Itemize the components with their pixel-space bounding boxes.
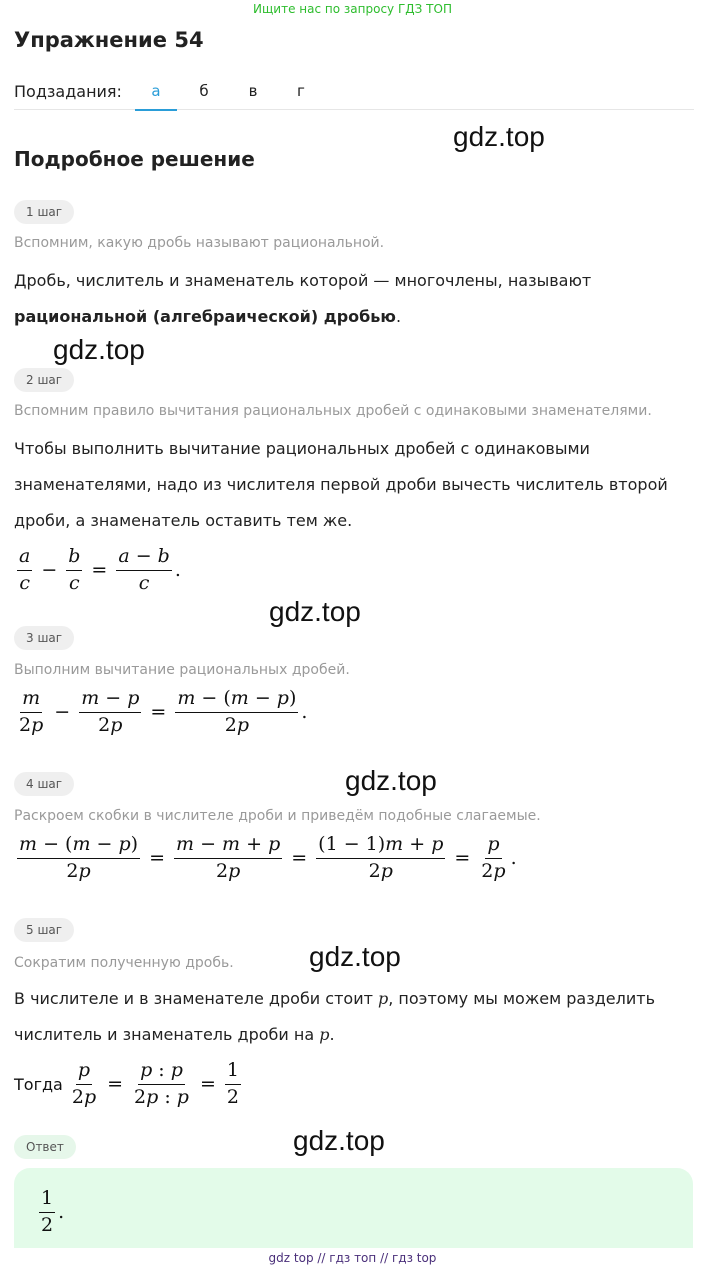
formula-step3: $\frac{m}{2p}$ − $\frac{m - p}{2p}$ = $\frac{m - (m - p)}{2p}$ . [19, 687, 308, 736]
step-text: дроби, а знаменатель оставить тем же. [14, 511, 353, 530]
step-badge: 1 шаг [14, 200, 74, 224]
formula-subtraction-rule: $\frac{a}{c}$ − $\frac{b}{c}$ = $\frac{a - b}{c}$ . [19, 545, 181, 594]
variable-p: p [319, 1025, 330, 1044]
watermark: gdz.top [293, 1125, 385, 1156]
subtasks-bar [14, 72, 694, 110]
answer-box [14, 1168, 693, 1248]
answer-badge: Ответ [14, 1135, 76, 1159]
subtask-tab-a[interactable]: а [135, 82, 177, 100]
text-part: числитель и знаменатель дроби на [14, 1025, 320, 1044]
period: . [395, 307, 402, 326]
step-text: Дробь, числитель и знаменатель которой — многочлены, называют [14, 271, 592, 290]
step-badge: 4 шаг [14, 772, 74, 796]
variable-p: p [378, 989, 389, 1008]
then-word: Тогда [14, 1074, 63, 1094]
step-hint: Вспомним правило вычитания рациональных дробей с одинаковыми знаменателями. [14, 403, 652, 419]
subtask-tab-v[interactable]: в [248, 82, 258, 100]
text-part: , поэтому мы можем разделить [388, 989, 655, 1008]
text-part: . [329, 1025, 335, 1044]
step-text: знаменателями, надо из числителя первой дроби вычесть числитель второй [14, 475, 668, 494]
definition-term: рациональной (алгебраической) дробью [14, 307, 396, 326]
subtask-tab-b[interactable]: б [199, 82, 209, 100]
watermark: gdz.top [453, 121, 545, 152]
step-hint: Сократим полученную дробь. [14, 955, 234, 971]
text-part: В числителе и в знаменателе дроби стоит [14, 989, 378, 1008]
watermark: gdz.top [53, 334, 145, 365]
step-hint: Раскроем скобки в числителе дроби и приведём подобные слагаемые. [14, 808, 541, 824]
formula-step5: Тогда $\frac{p}{2p}$ = $\frac{p : p}{2p : p}$ = $\frac{1}{2}$ [14, 1059, 239, 1108]
watermark: gdz.top [309, 941, 401, 972]
step-hint: Выполним вычитание рациональных дробей. [14, 662, 350, 678]
answer-formula: $\frac{1}{2}$ . [41, 1187, 65, 1236]
step-badge: 5 шаг [14, 918, 74, 942]
step-badge: 2 шаг [14, 368, 74, 392]
step-text [14, 307, 401, 326]
step-hint: Вспомним, какую дробь называют рациональной. [14, 235, 385, 251]
footer-links[interactable]: gdz top // гдз топ // гдз top [268, 1251, 437, 1265]
top-banner[interactable]: Ищите нас по запросу ГДЗ ТОП [253, 2, 452, 16]
subtask-tab-g[interactable]: г [297, 82, 305, 100]
section-title: Подробное решение [14, 147, 255, 171]
watermark: gdz.top [345, 765, 437, 796]
step-text [14, 1025, 335, 1044]
step-text [14, 989, 655, 1008]
step-badge: 3 шаг [14, 626, 74, 650]
step-text: Чтобы выполнить вычитание рациональных дробей с одинаковыми [14, 439, 590, 458]
formula-step4: $\frac{m - (m - p)}{2p}$ = $\frac{m - m + p}{2p}$ = $\frac{(1 - 1)m + p}{2p}$ = $\frac{p}{2p}$ . [19, 833, 517, 882]
watermark: gdz.top [269, 596, 361, 627]
page-title: Упражнение 54 [14, 28, 204, 52]
subtasks-label: Подзадания: [14, 82, 122, 101]
